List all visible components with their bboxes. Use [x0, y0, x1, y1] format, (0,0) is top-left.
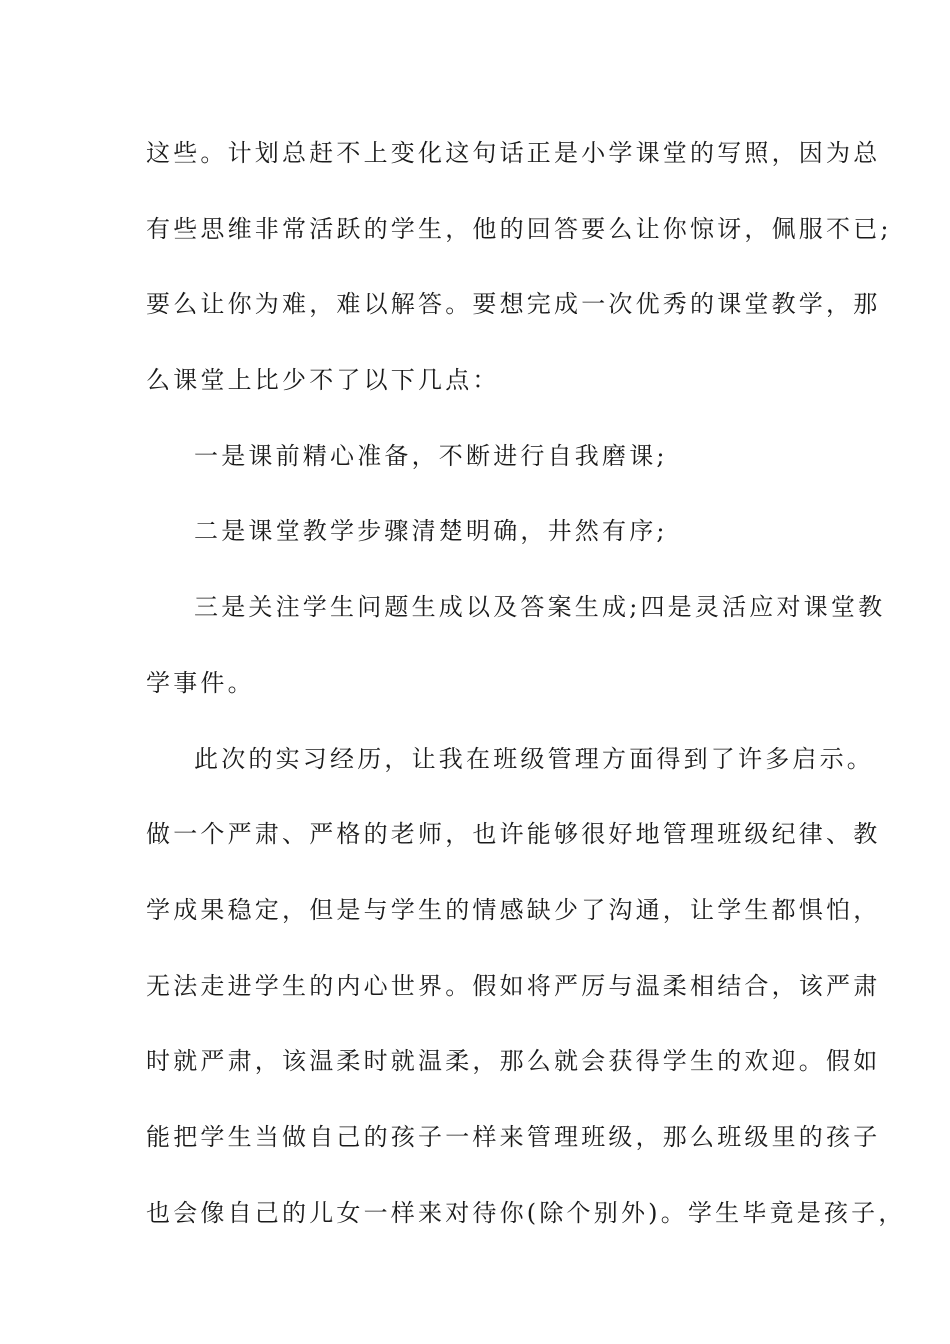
text-line: 这些。计划总赶不上变化这句话正是小学课堂的写照，因为总	[146, 139, 881, 167]
text-line: 能把学生当做自己的孩子一样来管理班级，那么班级里的孩子	[146, 1122, 881, 1151]
text-line: 一是课前精心准备，不断进行自我磨课;	[194, 441, 668, 470]
document-body	[146, 122, 906, 1257]
text-line: 无法走进学生的内心世界。假如将严厉与温柔相结合，该严肃	[146, 971, 881, 1000]
text-line: 三是关注学生问题生成以及答案生成;四是灵活应对课堂教	[194, 593, 886, 622]
text-line: 学事件。	[146, 668, 255, 697]
text-line: 有些思维非常活跃的学生，他的回答要么让你惊讶，佩服不已;	[146, 214, 892, 243]
text-line: 做一个严肃、严格的老师，也许能够很好地管理班级纪律、教	[146, 820, 881, 849]
text-line: 时就严肃，该温柔时就温柔，那么就会获得学生的欢迎。假如	[146, 1047, 881, 1076]
text-line: 么课堂上比少不了以下几点：	[146, 366, 500, 395]
text-line: 此次的实习经历，让我在班级管理方面得到了许多启示。	[194, 744, 874, 773]
text-line: 学成果稳定，但是与学生的情感缺少了沟通，让学生都惧怕，	[146, 895, 881, 924]
text-line: 也会像自己的儿女一样来对待你(除个别外)。学生毕竟是孩子，	[146, 1198, 906, 1227]
text-line: 二是课堂教学步骤清楚明确，井然有序;	[194, 517, 668, 546]
text-line: 要么让你为难，难以解答。要想完成一次优秀的课堂教学，那	[146, 290, 881, 319]
